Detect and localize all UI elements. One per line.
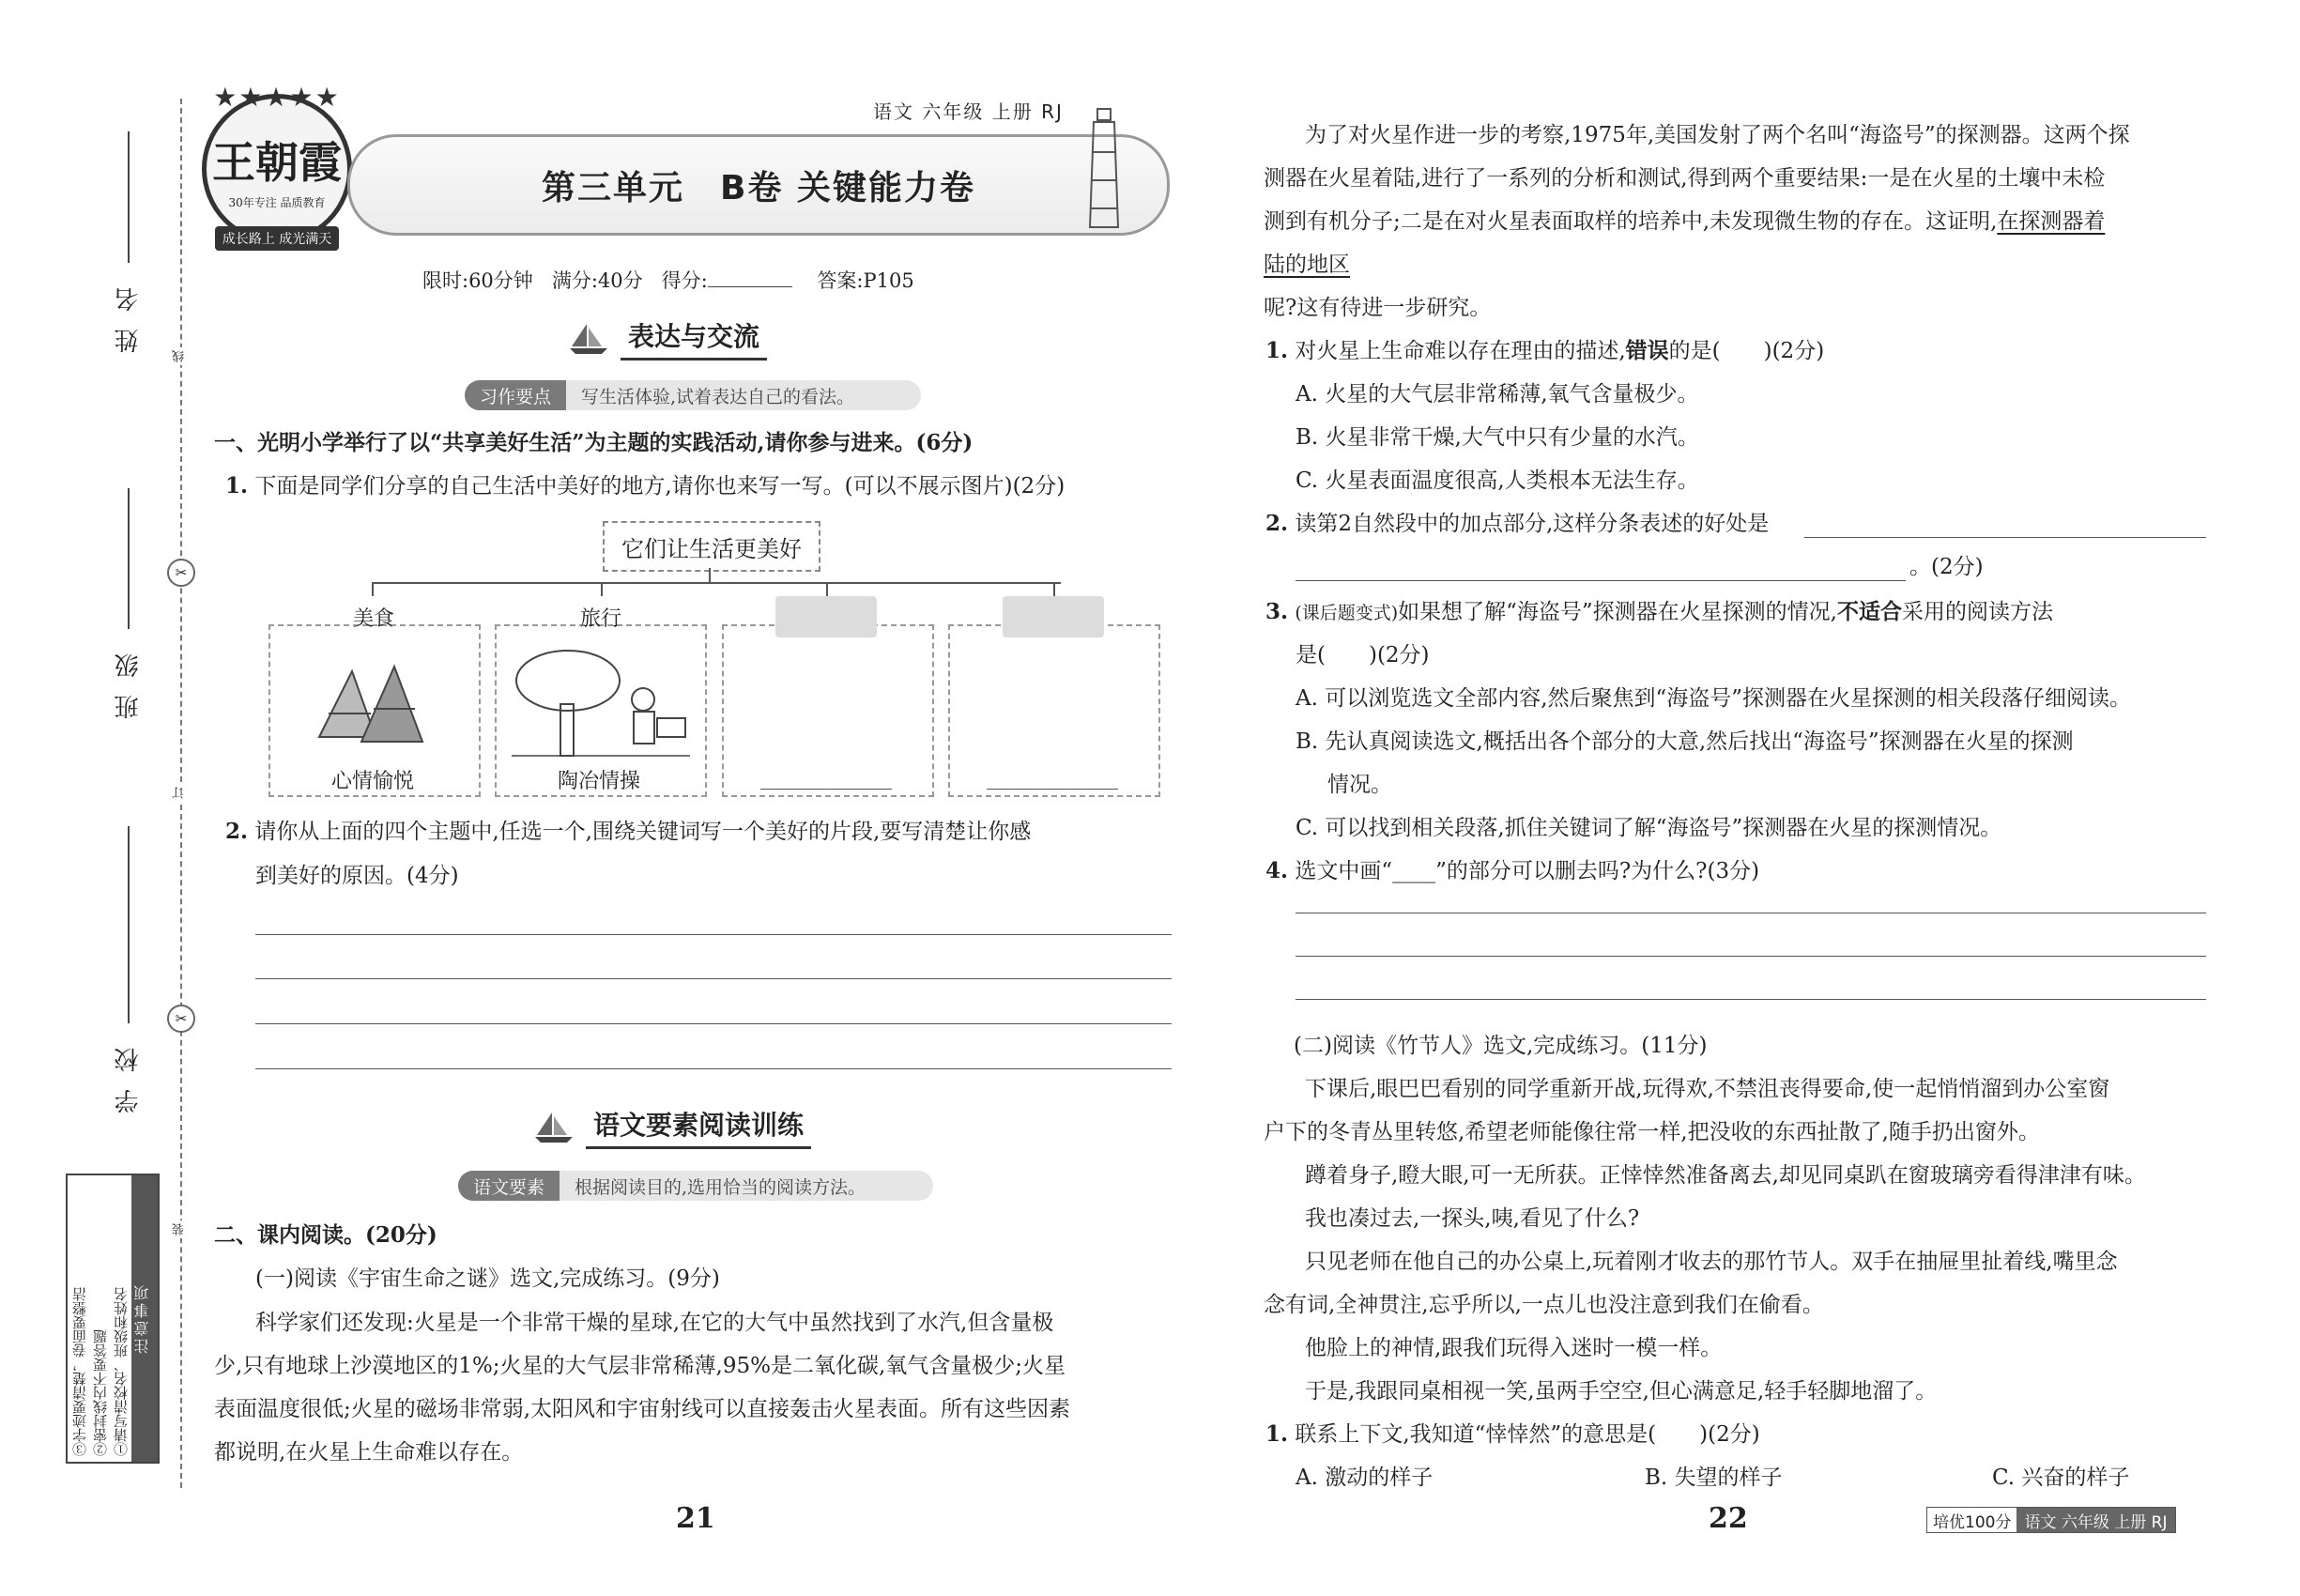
reading-1-title: (一)阅读《宇宙生命之谜》选文,完成练习。(9分) [255,1266,720,1291]
footer-meta: 语文 六年级 上册 RJ [2016,1508,2174,1532]
passage-line: 呢?这有待进一步研究。 [1264,296,1492,320]
sailboat-icon [568,322,609,356]
answer-line[interactable] [255,934,1172,935]
option-a[interactable]: A. 激动的样子 [1296,1466,1434,1490]
logo-subtitle: 30年专注 品质教育 [228,195,326,209]
scissors-icon: ✂ [167,1005,195,1033]
score-blank[interactable] [708,286,792,287]
right-page [1249,0,2300,1596]
section-title-expression: 表达与交流 [568,316,767,361]
question-1-2: 2. 请你从上面的四个主题中,任选一个,围绕关键词写一个美好的片段,要写清楚让你感 [225,819,1032,844]
score-label: 得分: [661,269,708,292]
notes-box [66,1174,160,1464]
theme-tag-blank[interactable] [1003,596,1104,637]
passage-line: 只见老师在他自己的办公桌上,玩着刚才收去的那竹节人。双手在抽屉里扯着线,嘴里念 [1305,1250,2118,1274]
diagram-connector [601,582,603,596]
name-field[interactable] [111,131,146,353]
writing-tip-bar [465,380,921,410]
note-item: ③字迹要清楚，卷面要整洁 [71,1287,88,1456]
passage-line: 都说明,在火星上生命难以存在。 [214,1440,524,1465]
option-c[interactable]: C. 可以找到相关段落,抓住关键词了解“海盗号”探测器在火星的探测情况。 [1296,816,2002,840]
note-item: ①请写清校名、班级和姓名 [113,1287,130,1456]
passage-line: 蹲着身子,瞪大眼,可一无所获。正悻悻然准备离去,却见同桌趴在窗玻璃旁看得津津有味。 [1305,1163,2146,1188]
reading-tip-bar [458,1171,933,1201]
underlined-text: 在探测器着 [1997,209,2106,234]
brand-logo [202,82,352,247]
travel-image [512,648,690,760]
passage-line: 表面温度很低;火星的磁场非常弱,太阳风和宇宙射线可以直接轰击火星表面。所有这些因素 [214,1397,1071,1421]
exam-info [422,266,914,294]
option-b[interactable]: B. 火星非常干燥,大气中只有少量的水汽。 [1296,425,1699,450]
question-r5: 1. 联系上下文,我知道“悻悻然”的意思是( )(2分) [1265,1421,1760,1447]
question-r3: 3. (课后题变式)如果想了解“海盗号”探测器在火星探测的情况,不适合采用的阅读方法 [1265,599,2053,624]
answer-line[interactable] [255,1068,1172,1069]
theme-caption-travel: 陶冶情操 [557,770,640,793]
class-field[interactable] [111,488,146,719]
passage-line: 于是,我跟同桌相视一笑,虽两手空空,但心满意足,轻手轻脚地溜了。 [1305,1379,1938,1404]
theme-caption-food: 心情愉悦 [330,770,414,793]
answer-line[interactable] [1296,956,2206,957]
diagram-connector [709,568,711,582]
option-b[interactable]: B. 失望的样子 [1645,1466,1783,1490]
answer-line[interactable] [1296,999,2206,1000]
passage-line: 测到有机分子;二是在对火星表面取样的培养中,未发现微生物的存在。这证明,在探测器着 [1264,209,2106,234]
diagram-connector [372,582,1061,584]
question-r2-tail: 。(2分) [1909,555,1984,579]
caption-blank[interactable] [987,789,1118,790]
lighthouse-icon [1084,105,1124,232]
cut-mark-line: 线 [171,347,189,365]
sailboat-icon [533,1111,575,1144]
time-limit: 限时:60分钟 [422,269,533,292]
class-label: 班级 [115,637,143,719]
option-a[interactable]: A. 可以浏览选文全部内容,然后聚焦到“海盗号”探测器在火星探测的相关段落仔细阅读。 [1296,686,2132,711]
reading-2-title: (二)阅读《竹节人》选文,完成练习。(11分) [1294,1034,1708,1058]
caption-blank[interactable] [760,789,892,790]
zongzi-image [310,657,432,751]
answer-ref: 答案:P105 [817,269,914,292]
diagram-connector [1053,582,1055,596]
diagram-connector [372,582,374,596]
answer-line[interactable] [255,1023,1172,1024]
passage-line: 科学家们还发现:火星是一个非常干燥的星球,在它的大气中虽然找到了水汽,但含量极 [255,1311,1054,1335]
full-score: 满分:40分 [551,269,643,292]
dotted-emphasis: 一是在火星的土壤中未检 [1867,166,2106,191]
passage-line: 少,只有地球上沙漠地区的1%;火星的大气层非常稀薄,95%是二氧化碳,氧气含量极少;火星 [214,1354,1066,1378]
writing-tip-text: 写生活体验,试着表达自己的看法。 [581,386,855,407]
theme-box-blank[interactable] [948,624,1160,797]
cut-mark-order: 订 [171,784,189,802]
underlined-text: 陆的地区 [1264,253,1350,277]
passage-line: 下课后,眼巴巴看别的同学重新开战,玩得欢,不禁沮丧得要命,使一起悄悄溜到办公室窗 [1305,1077,2110,1101]
passage-line: 他脸上的神情,跟我们玩得入迷时一模一样。 [1305,1336,1723,1360]
question-r3-cont: 是( )(2分) [1296,643,1430,668]
option-a[interactable]: A. 火星的大气层非常稀薄,氧气含量极少。 [1296,382,1699,407]
passage-line: 户下的冬青丛里转悠,希望老师能像往常一样,把没收的东西扯散了,随手扔出窗外。 [1264,1120,2040,1144]
logo-ribbon: 成长路上 成光满天 [215,226,339,251]
passage-line [1264,250,1350,280]
name-blank[interactable] [128,131,130,263]
question-1-2-cont: 到美好的原因。(4分) [255,864,459,888]
footer-brand: 培优100分 [1933,1512,2012,1532]
passage-line: 念有词,全神贯注,忘乎所以,一点儿也没注意到我们在偷看。 [1264,1293,1824,1317]
theme-tag-food: 美食 [352,606,394,631]
option-c[interactable]: C. 兴奋的样子 [1992,1466,2130,1490]
option-b[interactable]: B. 先认真阅读选文,概括出各个部分的大意,然后找出“海盗号”探测器在火星的探测 [1296,729,2074,754]
school-field[interactable] [111,826,146,1113]
theme-tag-blank[interactable] [775,596,877,637]
passage-line: 为了对火星作进一步的考察,1975年,美国发射了两个名叫“海盗号”的探测器。这两个探 [1305,123,2130,147]
notes-label: 注意事项 [131,1175,158,1462]
page-number-right: 22 [1709,1502,1748,1535]
question-r4: 4. 选文中画“____”的部分可以删去吗?为什么?(3分) [1265,858,1760,883]
stars-icon: ★★★★★ [213,82,341,113]
school-label: 学校 [115,1031,143,1113]
question-r1: 1. 对火星上生命难以存在理由的描述,错误的是( )(2分) [1265,338,1825,363]
option-c[interactable]: C. 火星表面温度很高,人类根本无法生存。 [1296,468,1699,493]
option-b-cont: 情况。 [1327,773,1392,797]
school-blank[interactable] [128,826,130,1023]
answer-line[interactable] [255,978,1172,979]
scissors-icon: ✂ [167,559,195,587]
theme-box-blank[interactable] [722,624,934,797]
passage-line: 我也凑过去,一探头,咦,看见了什么? [1305,1206,1640,1231]
name-label: 姓名 [115,270,143,353]
title-banner [347,134,1170,236]
question-r2: 2. 读第2自然段中的加点部分,这样分条表述的好处是 [1265,511,1770,536]
reading-tip-text: 根据阅读目的,选用恰当的阅读方法。 [575,1176,866,1198]
page-title: 第三单元 B卷 关键能力卷 [542,168,975,207]
theme-tag-travel: 旅行 [579,606,621,631]
question-2-title: 二、课内阅读。(20分) [214,1222,437,1248]
logo-name: 王朝霞 [212,136,342,188]
header-meta: 语文 六年级 上册 RJ [873,100,1064,123]
class-blank[interactable] [128,488,130,629]
passage-line: 测器在火星着陆,进行了一系列的分析和测试,得到两个重要结果:一是在火星的土壤中未检 [1264,166,2106,191]
note-item: ②密封线内不要答题 [92,1329,109,1456]
dotted-emphasis: 二是在对火星表面取样的培养中,未发现微生物的存在。 [1400,209,1926,234]
cut-mark-bind: 装 [171,1220,189,1238]
writing-tip-tag: 习作要点 [465,380,566,410]
footer-badge [1926,1507,2176,1533]
section-title-reading: 语文要素阅读训练 [533,1105,811,1149]
diagram-title: 它们让生活更美好 [603,521,820,572]
diagram-connector [826,582,828,596]
question-1-title: 一、光明小学举行了以“共享美好生活”为主题的实践活动,请你参与进来。(6分) [214,430,974,455]
answer-line[interactable] [1296,580,1906,581]
question-1-1: 1. 下面是同学们分享的自己生活中美好的地方,请你也来写一写。(可以不展示图片)(2分) [225,473,1066,499]
answer-line[interactable] [1804,537,2206,538]
reading-tip-tag: 语文要素 [458,1171,560,1201]
page-number-left: 21 [676,1502,715,1535]
